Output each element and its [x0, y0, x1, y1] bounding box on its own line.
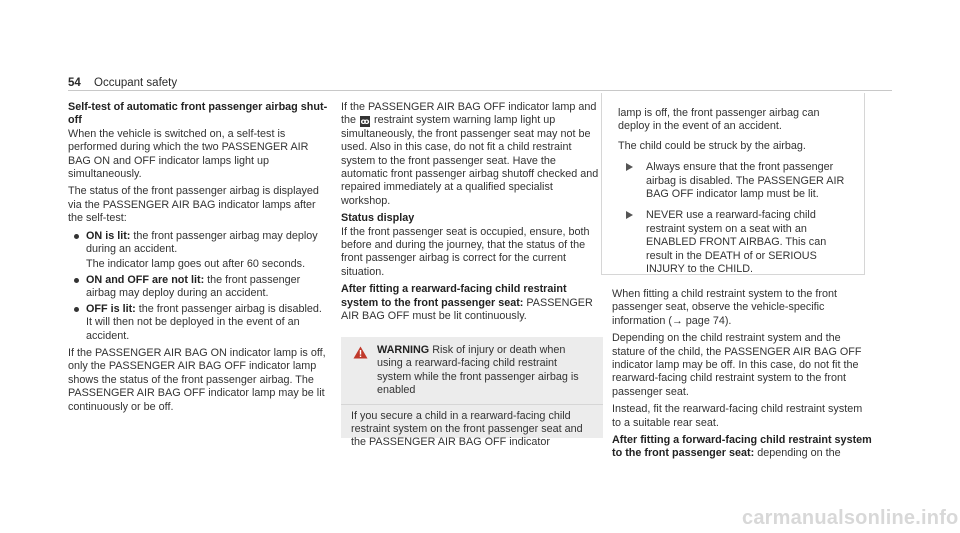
section-title: Occupant safety — [94, 77, 178, 89]
column-2 — [341, 101, 601, 328]
list-item — [68, 274, 330, 301]
warning-continuation-box — [601, 93, 865, 275]
rearward-label: After fitting a rearward-facing child restraint system to the front passenger seat: — [341, 283, 567, 309]
rearward-text: PASSENGER AIR BAG OFF must be lit continuously. — [341, 296, 593, 323]
bullet-icon — [74, 278, 79, 283]
continuation-paragraph: lamp is off, the front passenger airbag can deploy in the event of an accident. — [618, 107, 820, 133]
instruction-text: Always ensure that the front passenger airbag is disabled. The PASSENGER AIR BAG OFF indicator lamp must be lit. — [646, 161, 845, 201]
instruction-item — [618, 161, 852, 201]
column-1 — [68, 101, 330, 418]
status-display-text: If the front passenger seat is occupied, ensure, both before and during the journey, that the status of the front passenger airbag is correct for the current situation. — [341, 225, 590, 278]
fitting-paragraph: When fitting a child restraint system to the front passenger seat, observe the vehicle-specific information (→ page 74). — [612, 288, 838, 327]
bullet-icon — [74, 234, 79, 239]
forward-text: depending on the — [757, 447, 841, 460]
forward-paragraph — [612, 434, 874, 461]
list-item — [68, 303, 330, 343]
warning-triangle-icon — [353, 346, 368, 359]
page-header — [68, 76, 177, 90]
item-label: OFF is lit: — [86, 302, 136, 315]
page-number: 54 — [68, 77, 81, 89]
watermark-text: carmanualsonline.info — [742, 507, 959, 529]
closing-paragraph: If the PASSENGER AIR BAG ON indicator lamp is off, only the PASSENGER AIR BAG OFF indicator lamp shows the status of the front passenger airbag. The PASSENGER AIR BAG OFF indicator lamp may be lit continuously or be off. — [68, 346, 326, 413]
warning-header — [341, 337, 603, 405]
item-subtext: The indicator lamp goes out after 60 seconds. — [86, 258, 306, 271]
instead-paragraph: Instead, fit the rearward-facing child restraint system to a suitable rear seat. — [612, 403, 863, 429]
header-divider — [68, 90, 892, 91]
warning-label: WARNING — [377, 344, 430, 356]
warning-head-text: Risk of injury or death when using a rearward-facing child restraint system while the front passenger airbag is enabled — [377, 344, 579, 397]
intro-paragraph: When the vehicle is switched on, a self-test is performed during which the two PASSENGER AIR BAG ON and OFF indicator lamps light up simultaneously. — [68, 127, 309, 181]
struck-paragraph: The child could be struck by the airbag. — [618, 139, 806, 152]
status-list — [68, 230, 330, 343]
item-text: the front passenger airbag may deploy during an accident. — [86, 229, 318, 256]
instruction-item — [618, 209, 852, 276]
forward-label: After fitting a forward-facing child restraint system to the front passenger seat: — [612, 434, 872, 460]
arrow-right-icon — [626, 211, 633, 219]
lamp-paragraph — [341, 101, 601, 208]
status-paragraph: The status of the front passenger airbag is displayed via the PASSENGER AIR BAG indicator lamps after the self-test: — [68, 185, 319, 225]
lamp-paragraph-end: restraint system warning lamp light up simultaneously, the front passenger seat may not be used. Also in this case, do not fit a child restraint system to the front passenger seat. Have the automatic front passenger airbag shutoff checked and repaired immediately at a qualified specialist workshop. — [341, 114, 599, 207]
list-item — [68, 230, 330, 272]
warning-body: If you secure a child in a rearward-facing child restraint system on the front passenger seat and the PASSENGER AIR BAG OFF indicator — [351, 409, 583, 449]
item-text: the front passenger airbag may deploy during an accident. — [86, 273, 301, 300]
status-display-heading: Status display — [341, 212, 415, 225]
rearward-paragraph — [341, 283, 601, 323]
item-text: the front passenger airbag is disabled. It will then not be deployed in the event of an accident. — [86, 302, 322, 342]
section-heading: Self-test of automatic front passenger airbag shut-off — [68, 101, 328, 127]
warning-box — [341, 337, 603, 449]
restraint-warning-lamp-icon: ꝏ — [360, 117, 370, 127]
item-label: ON is lit: — [86, 229, 131, 242]
item-label: ON and OFF are not lit: — [86, 273, 205, 286]
column-3 — [612, 288, 874, 465]
bullet-icon — [74, 307, 79, 312]
instruction-text: NEVER use a rearward-facing child restraint system on a seat with an ENABLED FRONT AIRBAG. This can result in the DEATH of or SERIOUS INJURY to the CHILD. — [646, 209, 827, 276]
stature-paragraph: Depending on the child restraint system and the stature of the child, the PASSENGER AIR BAG OFF indicator lamp may be off. In this case, do not fit the rearward-facing child restraint system to the front passenger seat. — [612, 332, 862, 398]
lamp-paragraph-start: If the PASSENGER AIR BAG OFF indicator lamp and the — [341, 101, 597, 127]
arrow-right-icon — [626, 163, 633, 171]
